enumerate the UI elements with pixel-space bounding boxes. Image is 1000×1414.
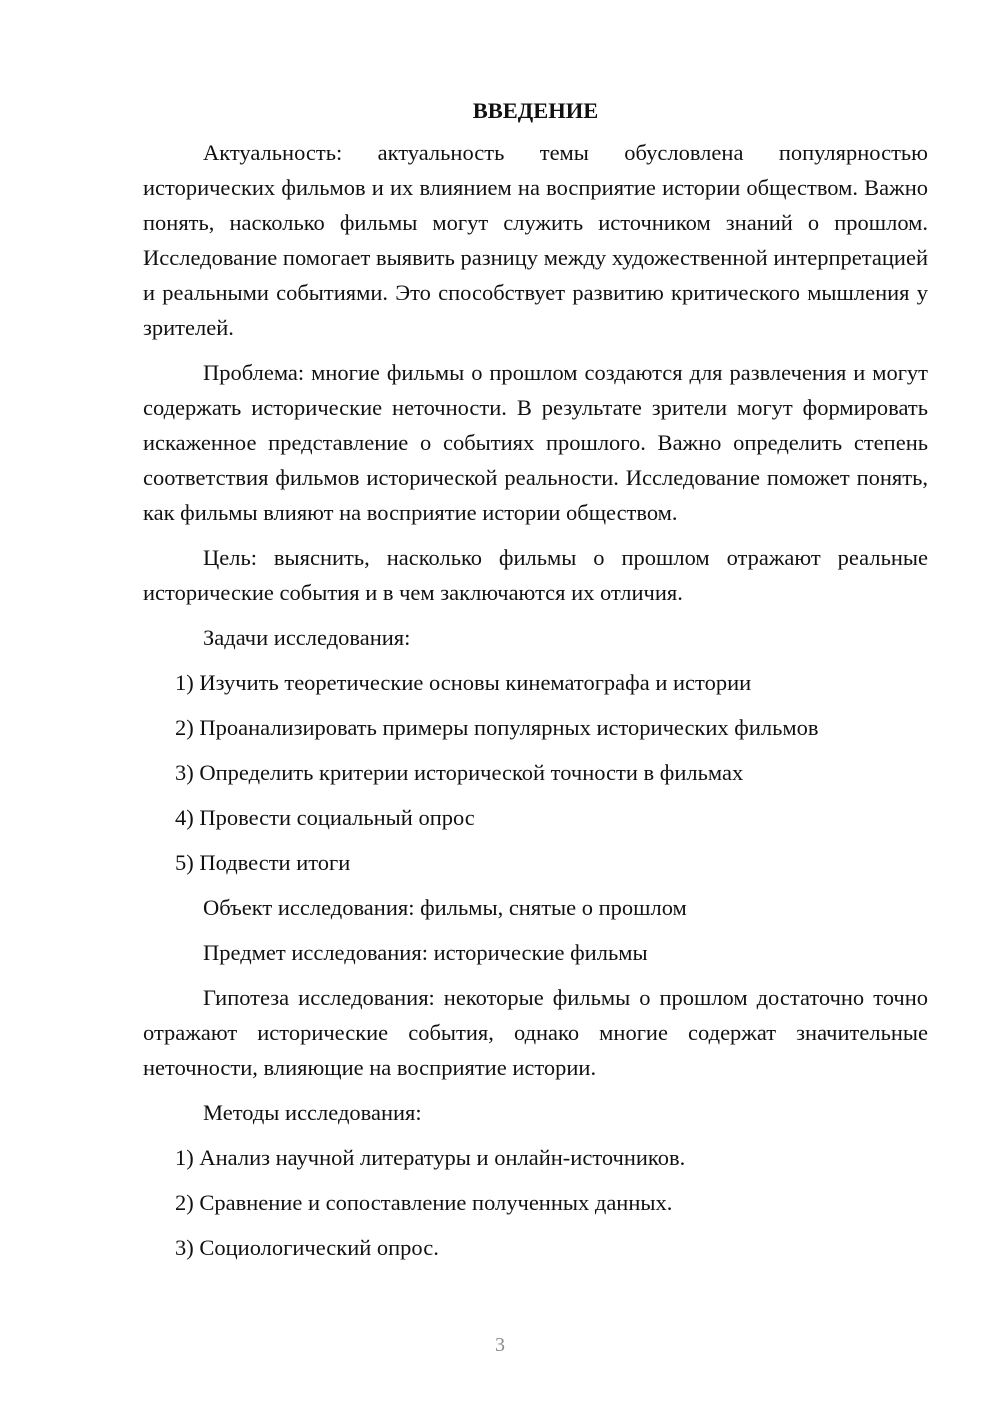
method-item: 3) Социологический опрос.: [175, 1235, 439, 1260]
task-item: 3) Определить критерии исторической точности в фильмах: [175, 760, 744, 785]
page-content: [143, 93, 928, 1275]
subject-paragraph: Предмет исследования: исторические фильмы: [203, 940, 648, 965]
task-item: 1) Изучить теоретические основы кинематографа и истории: [175, 670, 752, 695]
method-item: 1) Анализ научной литературы и онлайн-источников.: [175, 1145, 686, 1170]
method-item: 2) Сравнение и сопоставление полученных данных.: [175, 1190, 673, 1215]
goal-paragraph: Цель: выяснить, насколько фильмы о прошлом отражают реальные исторические события и в чем заключаются их отличия.: [143, 545, 928, 605]
methods-heading: Методы исследования:: [203, 1100, 422, 1125]
tasks-heading: Задачи исследования:: [203, 625, 411, 650]
hypothesis-paragraph: Гипотеза исследования: некоторые фильмы о прошлом достаточно точно отражают исторические события, однако многие содержат значительные неточности, влияющие на восприятие истории.: [143, 985, 928, 1080]
task-item: 2) Проанализировать примеры популярных исторических фильмов: [175, 715, 819, 740]
task-item: 5) Подвести итоги: [175, 850, 351, 875]
relevance-paragraph: Актуальность: актуальность темы обусловлена популярностью исторических фильмов и их влиянием на восприятие истории обществом. Важно понять, насколько фильмы могут служить источником знаний о прошлом. Исследование помогает выявить разницу между художественной интерпретацией и реальными событиями. Это способствует развитию критического мышления у зрителей.: [143, 140, 928, 340]
object-paragraph: Объект исследования: фильмы, снятые о прошлом: [203, 895, 687, 920]
problem-paragraph: Проблема: многие фильмы о прошлом создаются для развлечения и могут содержать исторические неточности. В результате зрители могут формировать искаженное представление о событиях прошлого. Важно определить степень соответствия фильмов исторической реальности. Исследование поможет понять, как фильмы влияют на восприятие истории обществом.: [143, 360, 928, 525]
section-title: ВВЕДЕНИЕ: [472, 98, 599, 123]
task-item: 4) Провести социальный опрос: [175, 805, 475, 830]
page-number: 3: [495, 1334, 505, 1356]
